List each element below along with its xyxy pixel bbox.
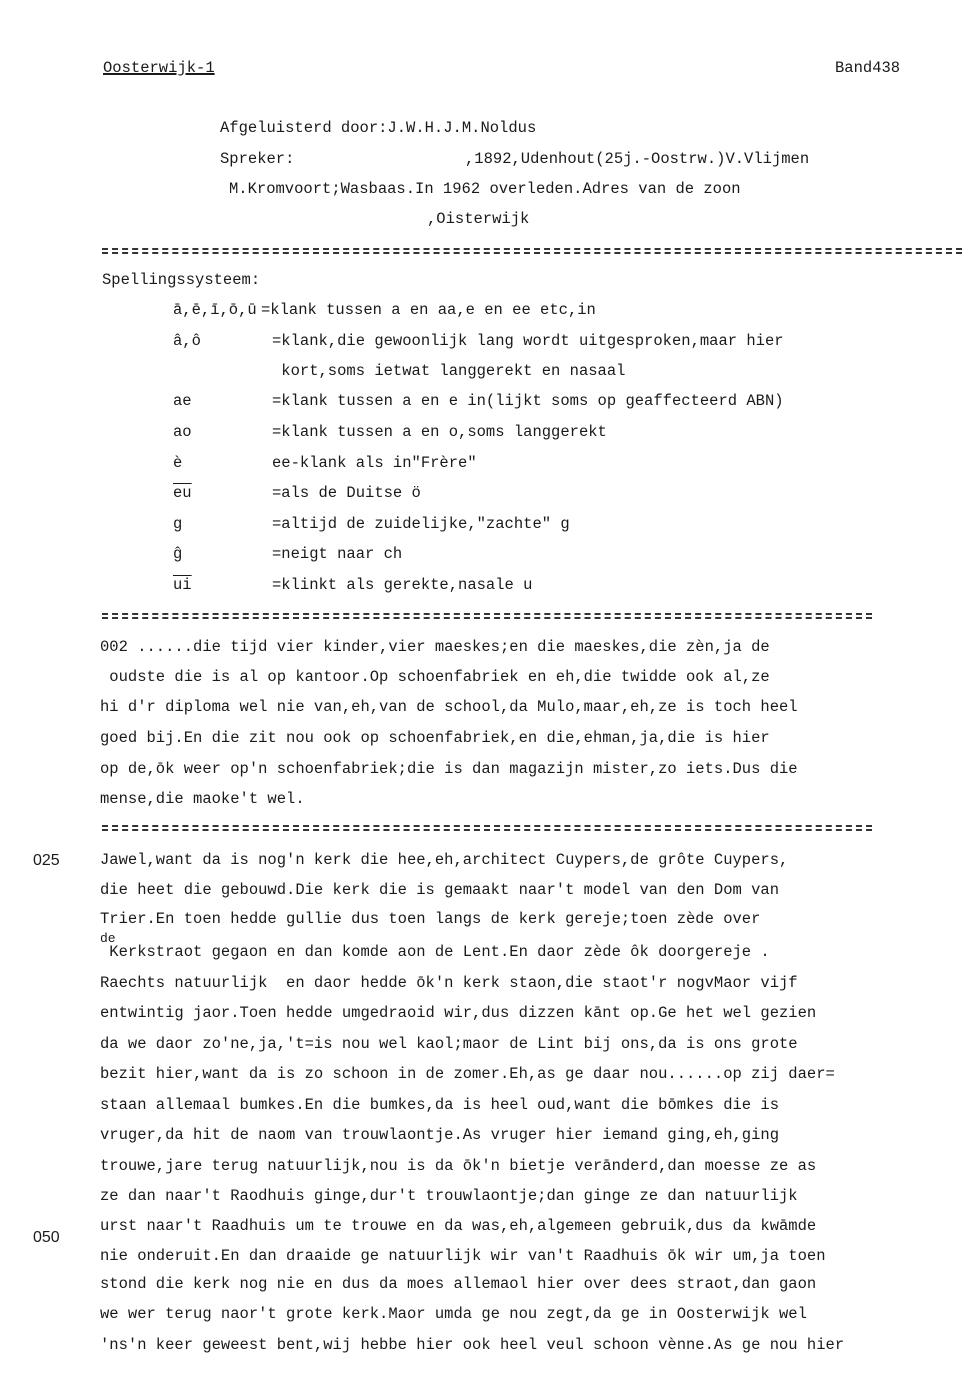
spelling-definition: =klank,die gewoonlijk lang wordt uitgesproken,maar hier [272,332,784,350]
transcript-line: Kerkstraot gegaon en dan komde aon de Lent.En daor zède ôk doorgereje . [100,943,770,961]
spelling-symbol: $\overline{eu}$ [173,484,192,502]
listened-by: Afgeluisterd door:J.W.H.J.M.Noldus [220,119,537,137]
transcript-line: goed bij.En die zit nou ook op schoenfabriek,en die,ehman,ja,die is hier [100,729,770,747]
separator-line [102,825,872,831]
transcript-line: op de,ōk weer op'n schoenfabriek;die is dan magazijn mister,zo iets.Dus die [100,760,798,778]
spelling-symbol: g [173,515,183,533]
spelling-definition: ee-klank als in"Frère" [272,454,477,472]
transcript-line: mense,die maoke't wel. [100,790,305,808]
separator-line [102,248,962,254]
spelling-symbol: ae [173,392,192,410]
transcript-line: ze dan naar't Raodhuis ginge,dur't trouwlaontje;dan ginge ze dan natuurlijk [100,1187,798,1205]
spelling-heading: Spellingssysteem: [102,271,261,289]
spelling-symbol: è [173,454,183,472]
spelling-definition: kort,soms ietwat langgerekt en nasaal [272,362,626,380]
spelling-symbol: â,ô [173,332,201,350]
speaker-label: Spreker: [220,150,295,168]
transcript-line: urst naar't Raadhuis um te trouwe en da was,eh,algemeen gebruik,dus da kwāmde [100,1217,817,1235]
spelling-symbol: ao [173,423,192,441]
spelling-definition: =klank tussen a en e in(lijkt soms op geaffecteerd ABN) [272,392,784,410]
spelling-definition: =als de Duitse ö [272,484,421,502]
transcript-line: stond die kerk nog nie en dus da moes allemaol hier over dees straot,dan gaon [100,1275,817,1293]
spelling-definition: =altijd de zuidelijke,"zachte" g [272,515,570,533]
spelling-symbol: ĝ [173,545,183,563]
transcript-line: nie onderuit.En dan draaide ge natuurlijk wir van't Raadhuis ōk wir um,ja toen [100,1247,826,1265]
spelling-symbol: $\overline{ui}$ [173,576,192,594]
band-number: Band438 [835,59,901,77]
transcript-line: bezit hier,want da is zo schoon in de zomer.Eh,as ge daar nou......op zij daer= [100,1065,835,1083]
separator-line [102,613,872,619]
transcript-line: 'ns'n keer geweest bent,wij hebbe hier ook heel veul schoon vènne.As ge nou hier [100,1336,845,1354]
transcript-line: hi d'r diploma wel nie van,eh,van de school,da Mulo,maar,eh,ze is toch heel [100,698,798,716]
transcript-line: oudste die is al op kantoor.Op schoenfabriek en eh,die twidde ook al,ze [100,668,770,686]
tape-counter-025: 025 [33,852,60,869]
transcript-line: staan allemaal bumkes.En die bumkes,da is heel oud,want die bōmkes die is [100,1096,780,1114]
spelling-definition: =klank tussen a en aa,e en ee etc,in [261,301,596,319]
spelling-definition: =klinkt als gerekte,nasale u [272,576,533,594]
spelling-symbol: ā,ē,ī,ō,ū [173,301,257,319]
transcript-line: Raechts natuurlijk en daor hedde ōk'n kerk staon,die staot'r nogvMaor vijf [100,974,798,992]
transcript-line: trouwe,jare terug natuurlijk,nou is da ōk'n bietje verānderd,dan moesse ze as [100,1157,817,1175]
transcript-line: da we daor zo'ne,ja,'t=is nou wel kaol;maor de Lint bij ons,da is ons grote [100,1035,798,1053]
address: ,Oisterwijk [427,210,530,228]
spelling-definition: =neigt naar ch [272,545,403,563]
transcript-line: vruger,da hit de naom van trouwlaontje.As vruger hier iemand ging,eh,ging [100,1126,780,1144]
tape-counter-050: 050 [33,1229,60,1246]
transcript-line: de [100,931,116,946]
transcript-line: entwintig jaor.Toen hedde umgedraoid wir,dus dizzen kānt op.Ge het wel gezien [100,1004,817,1022]
transcript-line: Jawel,want da is nog'n kerk die hee,eh,architect Cuypers,de grôte Cuypers, [100,851,789,869]
transcript-line: we wer terug naor't grote kerk.Maor umda ge nou zegt,da ge in Oosterwijk wel [100,1305,807,1323]
spelling-definition: =klank tussen a en o,soms langgerekt [272,423,607,441]
transcript-line: Trier.En toen hedde gullie dus toen langs de kerk gereje;toen zède over [100,910,761,928]
speaker-info: ,1892,Udenhout(25j.-Oostrw.)V.Vlijmen [465,150,810,168]
transcript-line: die heet die gebouwd.Die kerk die is gemaakt naar't model van den Dom van [100,881,780,899]
transcript-line: 002 ......die tijd vier kinder,vier maeskes;en die maeskes,die zèn,ja de [100,638,770,656]
speaker-info-2: M.Kromvoort;Wasbaas.In 1962 overleden.Adres van de zoon [229,180,741,198]
document-title: Oosterwijk-1 [103,59,215,77]
